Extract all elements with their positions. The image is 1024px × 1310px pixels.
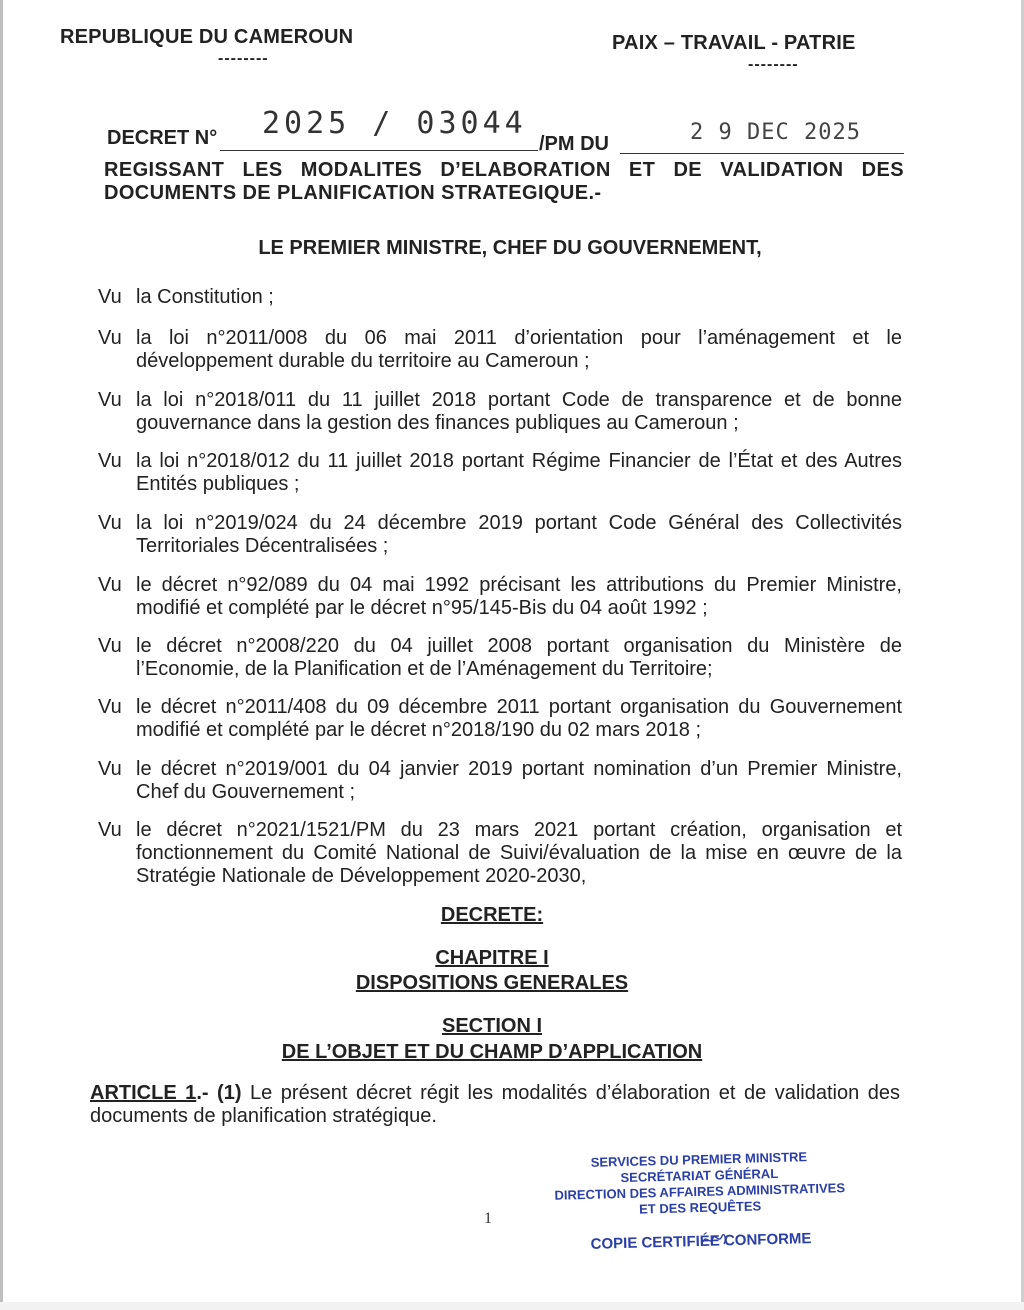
visa-label: Vu [98,286,122,308]
scan-edge-left [0,0,3,1310]
visa-label: Vu [98,450,122,472]
decrete-heading: DECRETE: [440,904,544,926]
visa-10 [98,819,902,888]
article-1 [90,1082,900,1128]
authority: LE PREMIER MINISTRE, CHEF DU GOUVERNEMENT, [258,237,762,259]
visa-5 [98,512,902,558]
chapter-subtitle: DISPOSITIONS GENERALES [355,972,629,994]
stamp-line-2: SECRÉTARIAT GÉNÉRAL [620,1165,779,1186]
visa-2 [98,327,902,373]
visa-text: le décret n°2008/220 du 04 juillet 2008 portant organisation du Ministère de l’Economie, de la Planification et de l’Aménagement du Territoire; [136,635,902,680]
scan-bottom-shade [0,1302,1024,1310]
article-label: ARTICLE 1 [90,1082,197,1104]
visa-9 [98,758,902,804]
decree-label: DECRET N° [107,127,218,149]
initials-signature-icon [700,1228,730,1250]
visa-label: Vu [98,574,122,596]
visa-text: la loi n°2011/008 du 06 mai 2011 d’orientation pour l’aménagement et le développement durable du territoire au Cameroun ; [136,327,902,372]
visa-4 [98,450,902,496]
visa-text: la loi n°2019/024 du 24 décembre 2019 portant Code Général des Collectivités Territoriales Décentralisées ; [136,512,902,557]
section-title: SECTION I [441,1015,542,1037]
header-left-dashes: -------- [218,50,269,67]
visa-text: la loi n°2018/011 du 11 juillet 2018 portant Code de transparence et de bonne gouvernance dans la gestion des finances publiques au Cameroun ; [136,389,902,434]
decree-title-line2: DOCUMENTS DE PLANIFICATION STRATEGIQUE.- [104,182,602,204]
visa-label: Vu [98,635,122,657]
visa-3 [98,389,902,435]
decree-date: 2 9 DEC 2025 [690,120,861,145]
stamp-line-1: SERVICES DU PREMIER MINISTRE [590,1149,808,1170]
visa-label: Vu [98,327,122,349]
decree-title-line1: REGISSANT LES MODALITES D’ELABORATION ET DE VALIDATION DES [104,159,904,181]
visa-text: le décret n°2011/408 du 09 décembre 2011 portant organisation du Gouvernement modifié et complété par le décret n°2018/190 du 02 mars 2018 ; [136,696,902,741]
visa-label: Vu [98,389,122,411]
decree-number-underline [220,150,538,151]
stamp-line-4: ET DES REQUÊTES [638,1198,762,1217]
chapter-title: CHAPITRE I [435,947,549,969]
visa-text: le décret n°92/089 du 04 mai 1992 précisant les attributions du Premier Ministre, modifié et complété par le décret n°95/145-Bis du 04 août 1992 ; [136,574,902,619]
visa-text: la Constitution ; [136,286,274,308]
header-left: REPUBLIQUE DU CAMEROUN [60,26,354,48]
visa-label: Vu [98,758,122,780]
article-paragraph-number: (1) [217,1082,242,1104]
visa-label: Vu [98,819,122,841]
visa-text: le décret n°2021/1521/PM du 23 mars 2021 portant création, organisation et fonctionnement du Comité National de Suivi/évaluation de la mise en œuvre de la Stratégie Nationale de Développement 2020-2030, [136,819,902,887]
visa-8 [98,696,902,742]
visa-label: Vu [98,696,122,718]
visa-label: Vu [98,512,122,534]
page-number: 1 [484,1210,492,1227]
stamp-line-3: DIRECTION DES AFFAIRES ADMINISTRATIVES [554,1180,846,1203]
stamp-line-5: COPIE CERTIFIÉE CONFORME [590,1230,812,1253]
visa-text: le décret n°2019/001 du 04 janvier 2019 portant nomination d’un Premier Ministre, Chef du Gouvernement ; [136,758,902,803]
decree-pm-du: /PM DU [539,133,609,155]
visa-1 [98,286,902,309]
visa-7 [98,635,902,681]
decree-number: 2025 / 03044 [262,106,527,141]
visa-6 [98,574,902,620]
article-separator: .- [196,1082,218,1104]
visa-text: la loi n°2018/012 du 11 juillet 2018 portant Régime Financier de l’État et des Autres Entités publiques ; [136,450,902,495]
header-right: PAIX – TRAVAIL - PATRIE [612,32,856,54]
article-text: Le présent décret régit les modalités d’élaboration et de validation des documents de planification stratégique. [90,1082,901,1127]
decree-date-underline [620,153,904,154]
header-right-dashes: -------- [748,56,799,73]
section-subtitle: DE L’OBJET ET DU CHAMP D’APPLICATION [281,1041,703,1063]
